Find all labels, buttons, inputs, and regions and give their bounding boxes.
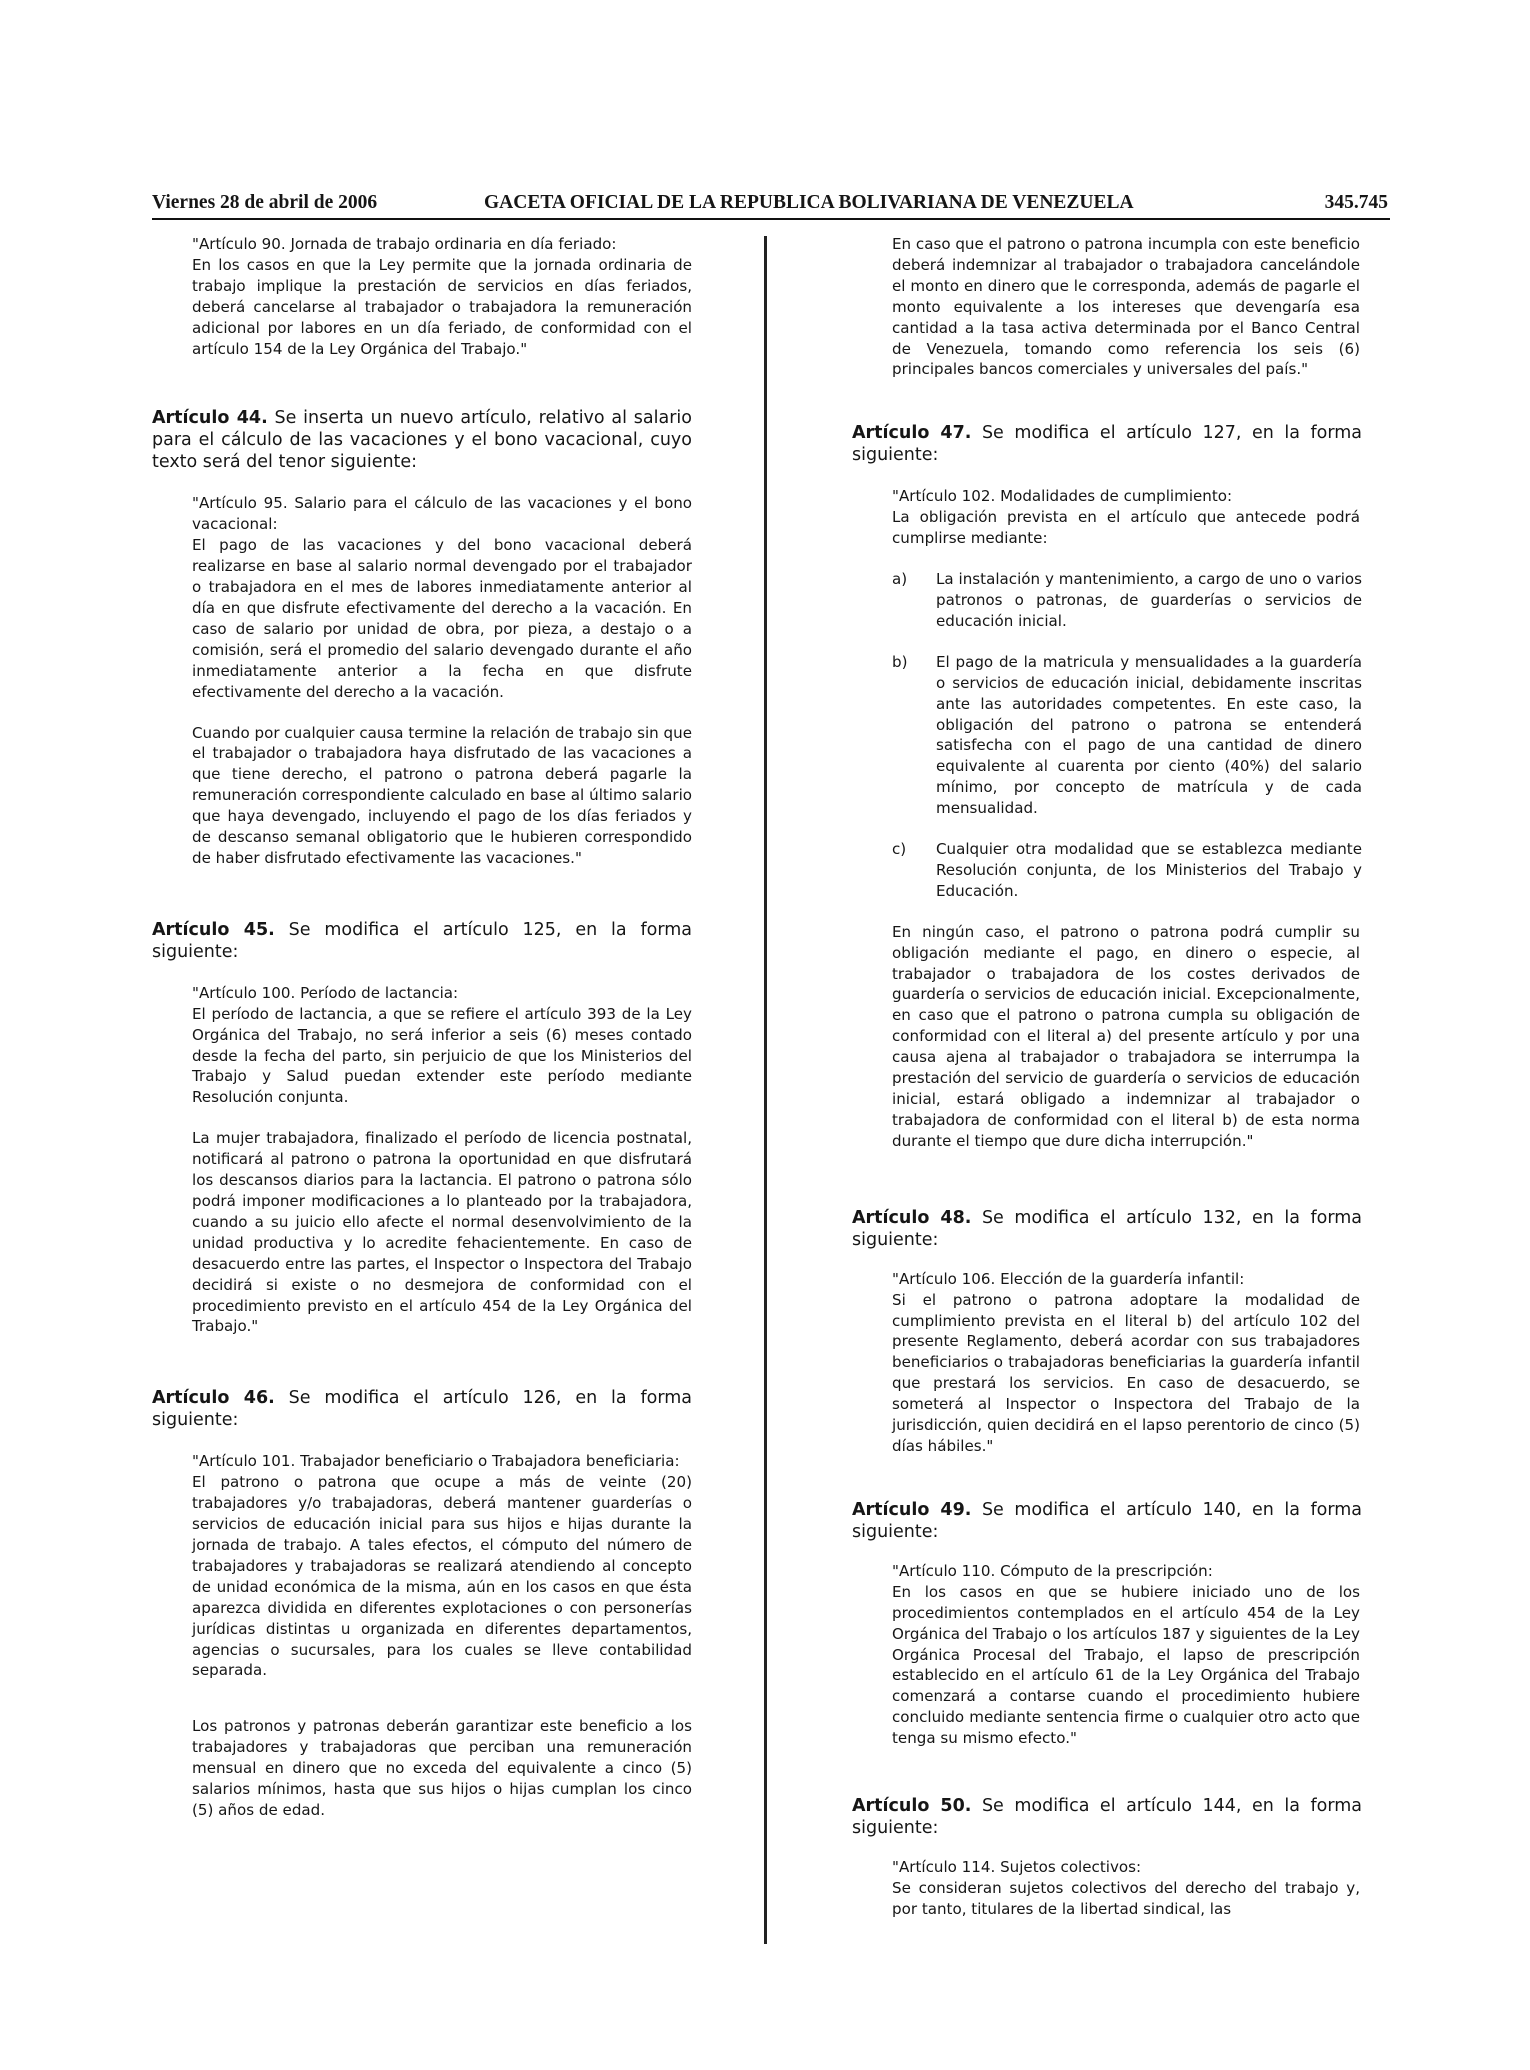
right-column	[852, 234, 1362, 1920]
quote-articulo-90	[192, 234, 692, 359]
list-text: La instalación y mantenimiento, a cargo de uno o varios patronos o patronas, de guarderías o servicios de educación inicial.	[936, 570, 1362, 630]
article-label: Artículo 46.	[152, 1388, 275, 1409]
quote-articulo-100	[192, 983, 692, 1338]
header-date: Viernes 28 de abril de 2006	[152, 192, 378, 213]
quote-body: Cuando por cualquier causa termine la relación de trabajo sin que el trabajador o trabajadora haya disfrutado de las vacaciones a que tiene derecho, el patrono o patrona deberá pagarle la remuneración correspondiente calculado en base al último salario que haya devengado, incluyendo el pago de los días feriados y de descanso semanal obligatorio que le hubieren correspondido de haber disfrutado efectivamente las vacaciones."	[192, 723, 692, 867]
quote-articulo-110	[892, 1561, 1360, 1749]
article-label: Artículo 48.	[852, 1207, 972, 1228]
list-item	[892, 652, 1362, 819]
quote-body: El pago de las vacaciones y del bono vacacional deberá realizarse en base al salario normal devengado por el trabajador o trabajadora en el mes de labores inmediatamente anterior al día en que disfrute efectivamente del derecho a la vacación. En caso de salario por unidad de obra, por pieza, a destajo o a comisión, será el promedio del salario devengado durante el año inmediatamente anterior a la fecha en que disfrute efectivamente del derecho a la vacación.	[192, 536, 692, 701]
article-text: Se inserta un nuevo artículo, relativo al salario para el cálculo de las vacaciones y el bono vacacional, cuyo texto será del tenor siguiente:	[152, 408, 692, 473]
quote-body: El patrono o patrona que ocupe a más de veinte (20) trabajadores y/o trabajadoras, deberá mantener guarderías o servicios de educación inicial para sus hijos e hijas durante la jornada de trabajo. A tales efectos, el cómputo del número de trabajadores y trabajadoras se realizará atendiendo al concepto de unidad económica de la misma, aún en los casos en que ésta aparezca dividida en diferentes explotaciones o con personerías jurídicas distintas u organizada en diferentes departamentos, agencias o sucursales, para los cuales se lleve contabilidad separada.	[192, 1473, 692, 1680]
quote-body: La mujer trabajadora, finalizado el período de licencia postnatal, notificará al patrono o patrona la oportunidad en que disfrutará los descansos diarios para la lactancia. El patrono o patrona sólo podrá imponer modificaciones a lo planteado por la trabajadora, cuando a su juicio ello afecte el normal desenvolvimiento de la unidad productiva y lo acredite fehacientemente. En caso de desacuerdo entre las partes, el Inspector o Inspectora del Trabajo decidirá si existe o no desmejora de conformidad con el procedimiento previsto en el artículo 454 de la Ley Orgánica del Trabajo."	[192, 1129, 692, 1336]
quote-body: Si el patrono o patrona adoptare la modalidad de cumplimiento prevista en el literal b) del artículo 102 del presente Reglamento, deberá acordar con sus trabajadores beneficiarios o trabajadoras beneficiarias la guardería infantil que prestará los servicios. En caso de desacuerdo, se someterá al Inspector o Inspectora del Trabajo de la jurisdicción, quien decidirá en el lapso perentorio de cinco (5) días hábiles."	[892, 1290, 1360, 1455]
articulo-44-heading	[152, 407, 692, 473]
list-marker: a)	[892, 570, 908, 589]
column-divider	[764, 236, 767, 1944]
left-column	[152, 234, 692, 1821]
list-item	[892, 839, 1362, 902]
list-marker: b)	[892, 652, 908, 671]
quote-body: Se consideran sujetos colectivos del derecho del trabajo y, por tanto, titulares de la libertad sindical, las	[892, 1878, 1360, 1918]
article-label: Artículo 47.	[852, 423, 972, 444]
quote-body: El período de lactancia, a que se refiere el artículo 393 de la Ley Orgánica del Trabajo, no será inferior a seis (6) meses contado desde la fecha del parto, sin perjuicio de que los Ministerios del Trabajo y Salud puedan extender este período mediante Resolución conjunta.	[192, 1004, 692, 1107]
list-marker: c)	[892, 840, 907, 859]
article-text: Se modifica el artículo 126, en la forma siguiente:	[152, 1388, 692, 1431]
quote-articulo-101	[192, 1451, 692, 1821]
article-text: Se modifica el artículo 125, en la forma siguiente:	[152, 919, 692, 962]
article-label: Artículo 44.	[152, 408, 268, 429]
articulo-48-heading	[852, 1207, 1362, 1251]
list-item	[892, 569, 1362, 632]
article-text: Se modifica el artículo 144, en la forma siguiente:	[852, 1796, 1362, 1839]
quote-title: "Artículo 95. Salario para el cálculo de las vacaciones y el bono vacacional:	[192, 494, 692, 534]
article-text: Se modifica el artículo 140, en la forma siguiente:	[852, 1499, 1362, 1542]
list-text: El pago de la matricula y mensualidades a la guardería o servicios de educación inicial, debidamente inscritas ante las autoridades competentes. En este caso, la obligación del patrono o patrona se entenderá satisfecha con el pago de una cantidad de dinero equivalente al cuarenta por ciento (40%) del salario mínimo, por concepto de matrícula y de cada mensualidad.	[936, 652, 1362, 818]
quote-body: En ningún caso, el patrono o patrona podrá cumplir su obligación mediante el pago, en dinero o especie, al trabajador o trabajadora de los costes derivados de guardería o servicios de educación inicial. Excepcionalmente, en caso que el patrono o patrona cumpla su obligación de conformidad con el literal a) del presente artículo y por una causa ajena al trabajador o trabajadora se interrumpa la prestación del servicio de guardería o servicios de educación inicial, estará obligado a indemnizar al trabajador o trabajadora de conformidad con el literal b) de esta norma durante el tiempo que dure dicha interrupción."	[892, 922, 1360, 1150]
articulo-50-heading	[852, 1795, 1362, 1839]
page-number: 345.745	[1324, 192, 1388, 213]
quote-articulo-102-cont	[892, 922, 1360, 1152]
list-text: Cualquier otra modalidad que se establezca mediante Resolución conjunta, de los Ministerios del Trabajo y Educación.	[936, 840, 1362, 900]
quote-title: "Artículo 101. Trabajador beneficiario o Trabajadora beneficiaria:	[192, 1452, 680, 1471]
articulo-46-heading	[152, 1387, 692, 1431]
articulo-47-heading	[852, 422, 1362, 466]
article-text: Se modifica el artículo 127, en la forma siguiente:	[852, 423, 1362, 466]
quote-title: "Artículo 90. Jornada de trabajo ordinaria en día feriado:	[192, 235, 617, 253]
article-label: Artículo 49.	[852, 1499, 972, 1520]
quote-title: "Artículo 106. Elección de la guardería infantil:	[892, 1269, 1245, 1288]
article-label: Artículo 50.	[852, 1796, 972, 1817]
article-text: Se modifica el artículo 132, en la forma siguiente:	[852, 1207, 1362, 1250]
quote-title: "Artículo 114. Sujetos colectivos:	[892, 1858, 1142, 1877]
quote-body: En caso que el patrono o patrona incumpla con este beneficio deberá indemnizar al trabajador o trabajadora cancelándole el monto en dinero que le corresponda, además de pagarle el monto equivalente a los intereses que devengaría esa cantidad a la tasa activa determinada por el Banco Central de Venezuela, tomando como referencia los seis (6) principales bancos comerciales y universales del país."	[892, 235, 1360, 379]
quote-body: En los casos en que la Ley permite que la jornada ordinaria de trabajo implique la prestación de servicios en días feriados, deberá cancelarse al trabajador o trabajadora la remuneración adicional por labores en un día feriado, de conformidad con el artículo 154 de la Ley Orgánica del Trabajo."	[192, 255, 692, 358]
articulo-49-heading	[852, 1499, 1362, 1543]
quote-articulo-102	[892, 486, 1360, 549]
quote-body: En los casos en que se hubiere iniciado uno de los procedimientos contemplados en el artículo 454 de la Ley Orgánica del Trabajo o los artículos 187 y siguientes de la Ley Orgánica Procesal del Trabajo, el lapso de prescripción establecido en el artículo 61 de la Ley Orgánica del Trabajo comenzará a contarse cuando el procedimiento hubiere concluido mediante sentencia firme o cualquier otro acto que tenga su mismo efecto."	[892, 1582, 1360, 1748]
quote-articulo-95	[192, 493, 692, 868]
articulo-45-heading	[152, 919, 692, 963]
quote-body: Los patronos y patronas deberán garantizar este beneficio a los trabajadores y trabajadoras que perciban una remuneración mensual en dinero que no exceda del equivalente a cinco (5) salarios mínimos, hasta que sus hijos o hijas cumplan los cinco (5) años de edad.	[192, 1717, 692, 1819]
quote-body: La obligación prevista en el artículo que antecede podrá cumplirse mediante:	[892, 508, 1360, 548]
quote-title: "Artículo 100. Período de lactancia:	[192, 983, 459, 1002]
quote-articulo-114	[892, 1857, 1360, 1920]
quote-articulo-101-cont	[892, 234, 1360, 380]
quote-title: "Artículo 110. Cómputo de la prescripción:	[892, 1561, 1213, 1580]
header-title: GACETA OFICIAL DE LA REPUBLICA BOLIVARIANA DE VENEZUELA	[484, 192, 1134, 213]
quote-articulo-106	[892, 1269, 1360, 1457]
article-label: Artículo 45.	[152, 919, 275, 940]
quote-title: "Artículo 102. Modalidades de cumplimiento:	[892, 487, 1233, 506]
page-header	[152, 192, 1390, 220]
